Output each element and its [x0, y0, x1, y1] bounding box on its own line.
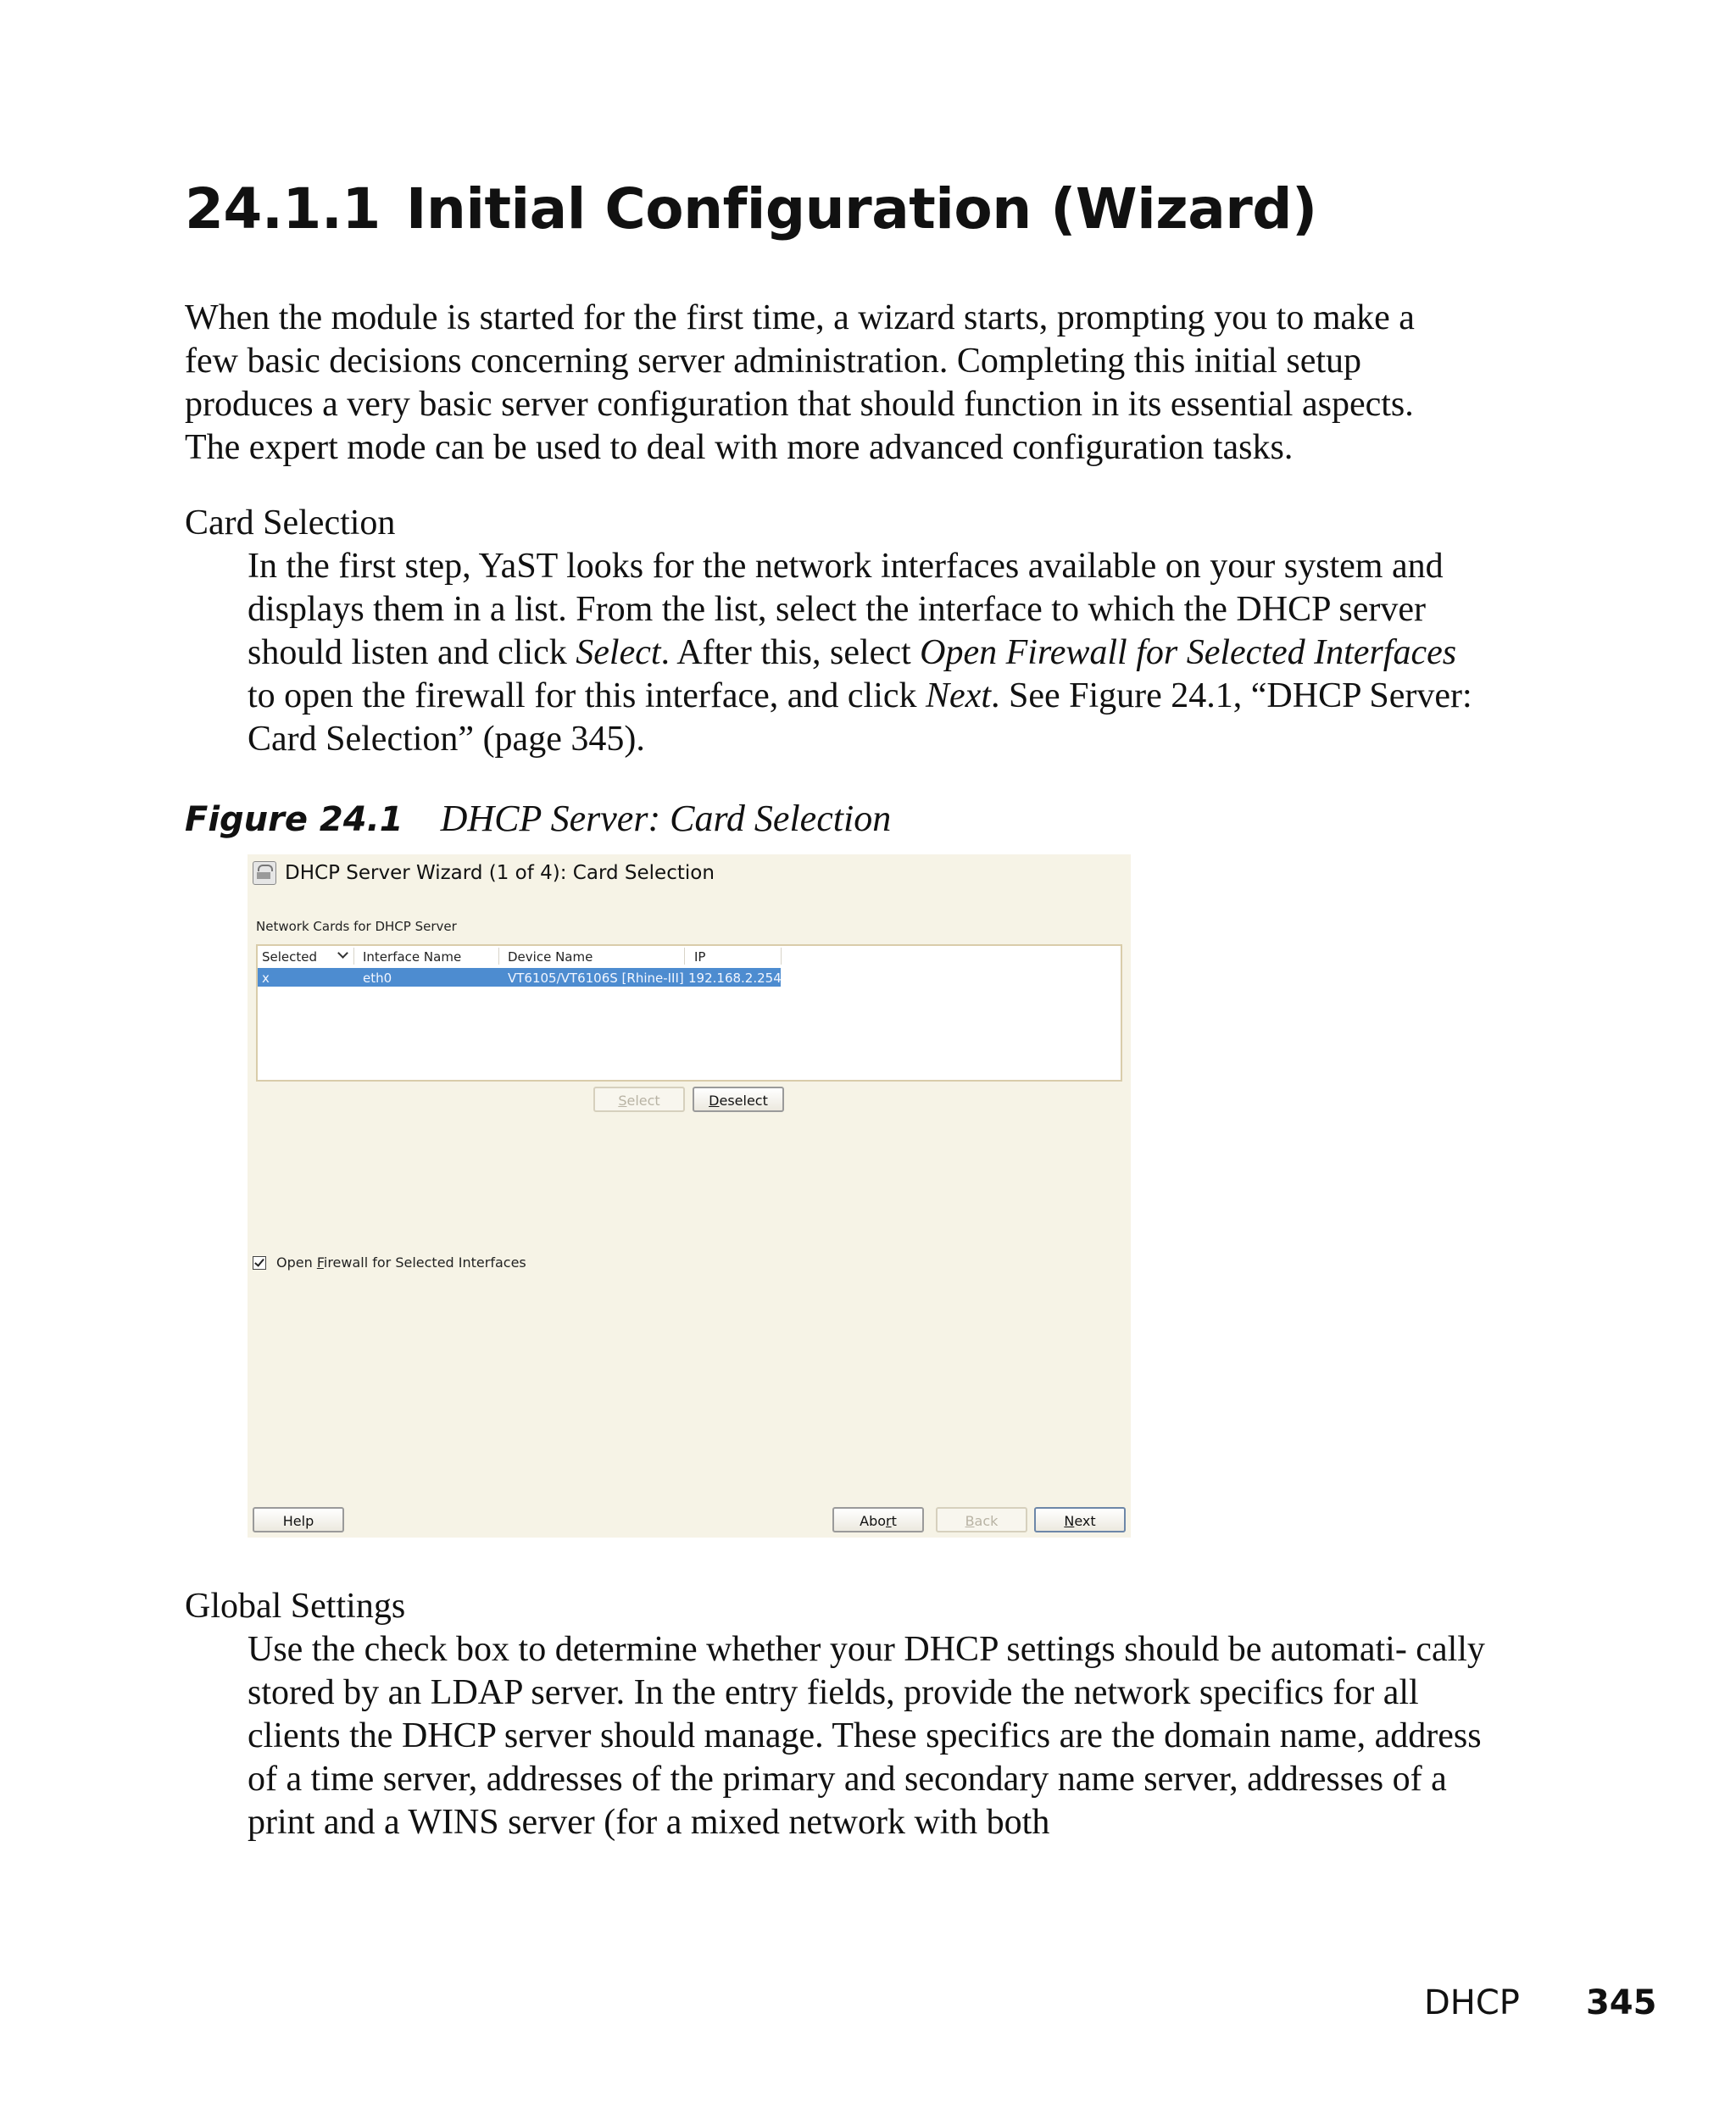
- help-button[interactable]: Help: [253, 1507, 344, 1532]
- column-divider: [684, 948, 685, 965]
- window-title: DHCP Server Wizard (1 of 4): Card Selection: [285, 862, 715, 884]
- figure-title: DHCP Server: Card Selection: [440, 798, 892, 839]
- abort-button[interactable]: Abort: [832, 1507, 924, 1532]
- text-run: . After this, select: [660, 633, 921, 672]
- open-firewall-label: Open Firewall for Selected Interfaces: [276, 1254, 526, 1271]
- intro-paragraph: When the module is started for the first time, a wizard starts, prompting you to make a few basic decisions concerning server administration. Completing this initial setup produces a very basic server configuration that should function in its essential aspects. The expert mode can be used to deal with more advanced configuration tasks.: [185, 298, 1415, 467]
- page-number: 345: [1585, 1983, 1657, 2022]
- definition-card-selection: [248, 545, 1485, 761]
- emphasis-open-firewall: Open Firewall for Selected Interfaces: [920, 633, 1457, 672]
- figure-caption: [185, 797, 891, 840]
- section-title: Initial Configuration (Wizard): [405, 176, 1317, 242]
- text-run: In the first step, YaST looks for the network interfaces available on your system and displays them in a list. From the list, select the interface to which the DHCP server should listen and click: [248, 547, 1444, 672]
- network-cards-table[interactable]: [256, 944, 1122, 1082]
- footer-section: DHCP: [1424, 1983, 1520, 2022]
- next-button[interactable]: Next: [1034, 1507, 1126, 1532]
- column-header-selected[interactable]: Selected: [262, 949, 318, 965]
- text-run: . See Figure 24.1, “DHCP Server: Card Selection” (page 345).: [248, 676, 1472, 759]
- deselect-button[interactable]: Deselect: [693, 1087, 784, 1112]
- network-cards-label: Network Cards for DHCP Server: [256, 919, 457, 934]
- back-button[interactable]: Back: [936, 1507, 1027, 1532]
- sort-chevron-icon[interactable]: [337, 948, 348, 959]
- cell-interface: eth0: [363, 971, 392, 986]
- window-title-bar: [253, 861, 715, 885]
- cell-ip: 192.168.2.254: [688, 971, 782, 986]
- cell-selected: x: [262, 971, 270, 986]
- cell-device: VT6105/VT6106S [Rhine-III]: [508, 971, 684, 986]
- column-header-ip[interactable]: IP: [694, 949, 706, 965]
- section-number: 24.1.1: [185, 176, 381, 242]
- column-divider: [781, 948, 782, 965]
- figure-label: Figure 24.1: [185, 800, 403, 839]
- table-row[interactable]: [258, 968, 781, 987]
- dhcp-wizard-screenshot: [248, 854, 1131, 1538]
- column-divider: [498, 948, 499, 965]
- term-global-settings: Global Settings: [185, 1587, 406, 1626]
- open-firewall-checkbox[interactable]: [253, 1256, 266, 1270]
- column-header-interface[interactable]: Interface Name: [363, 949, 462, 965]
- yast-dhcp-icon: [253, 861, 276, 885]
- select-button[interactable]: Select: [593, 1087, 685, 1112]
- page-footer: [1424, 1983, 1656, 2022]
- open-firewall-option[interactable]: [253, 1254, 526, 1271]
- table-header: [258, 946, 1121, 966]
- section-heading: [185, 176, 1317, 242]
- text-run: to open the firewall for this interface, and click: [248, 676, 926, 715]
- term-card-selection: Card Selection: [185, 503, 396, 542]
- column-divider: [353, 948, 354, 965]
- emphasis-next: Next: [926, 676, 991, 715]
- emphasis-select: Select: [576, 633, 661, 672]
- column-header-device[interactable]: Device Name: [508, 949, 593, 965]
- definition-global-settings: Use the check box to determine whether your DHCP settings should be automati- cally stored by an LDAP server. In the entry fields, provide the network specifics for all clients the DHCP server should manage. These specifics are the domain name, address of a time server, addresses of the primary and secondary name server, addresses of a print and a WINS server (for a mixed network with both: [248, 1630, 1485, 1842]
